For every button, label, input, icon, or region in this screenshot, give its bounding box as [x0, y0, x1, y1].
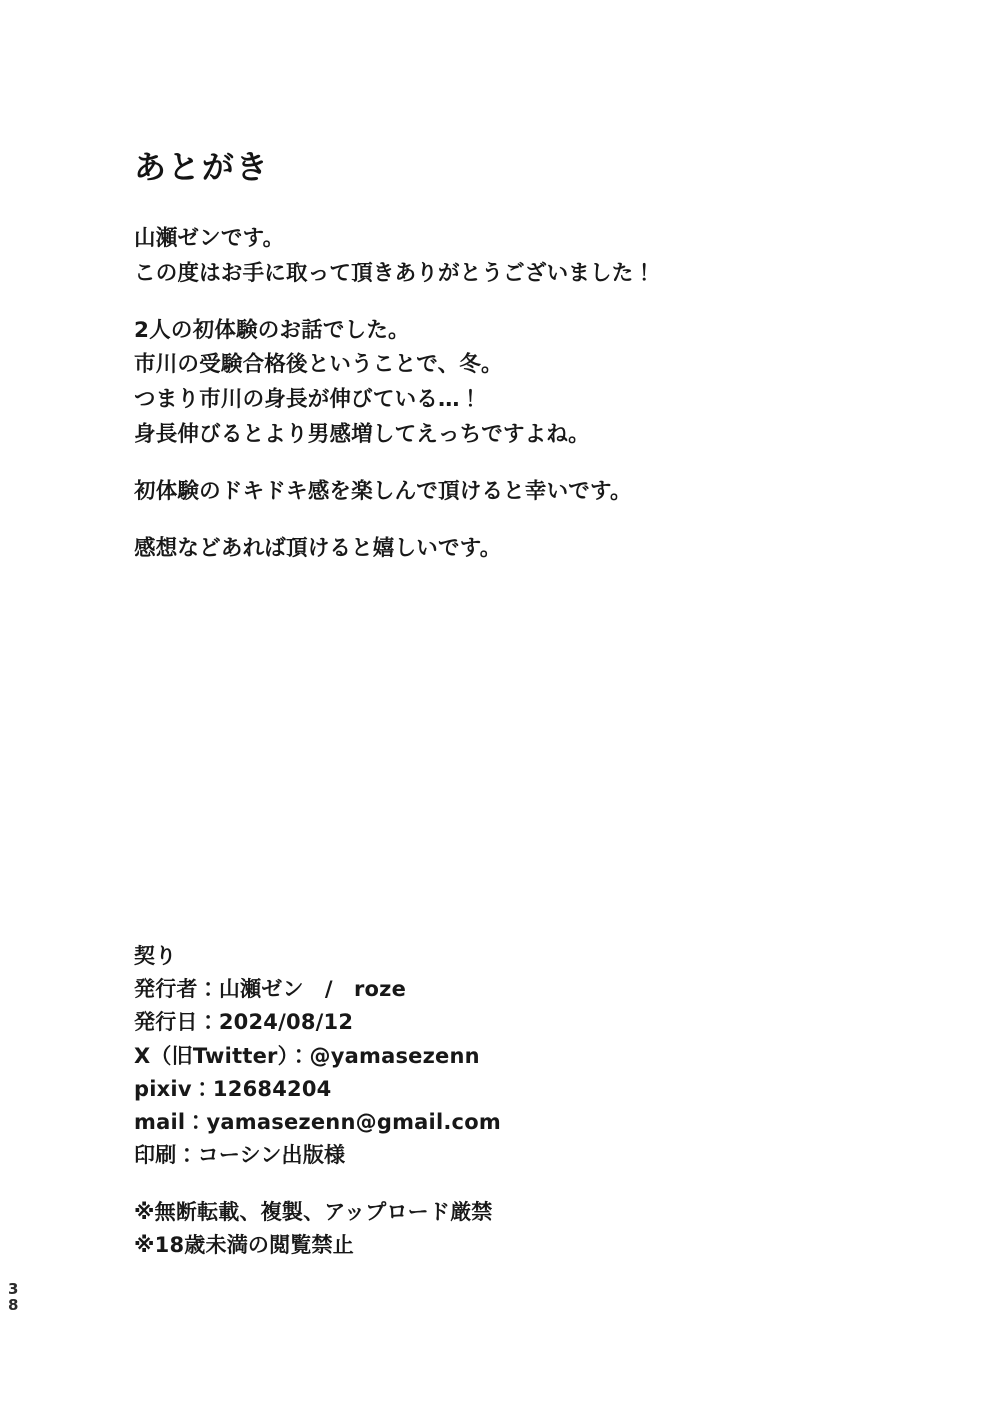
afterword-line: 身長伸びるとより男感増してえっちですよね。: [134, 422, 590, 448]
colophon-pixiv: pixiv：12684204: [134, 1076, 332, 1101]
notice-age-restriction: ※18歳未満の閲覧禁止: [134, 1233, 354, 1258]
colophon-notices: [134, 1196, 854, 1262]
colophon-printer: 印刷：コーシン出版様: [134, 1143, 346, 1168]
afterword-paragraph: [134, 222, 854, 292]
afterword-line: 感想などあれば頂けると嬉しいです。: [134, 535, 502, 561]
colophon-twitter: X（旧Twitter）：@yamasezenn: [134, 1043, 480, 1068]
afterword-line: 市川の受験合格後ということで、冬。: [134, 352, 503, 378]
afterword-line: 2人の初体験のお話でした。: [134, 317, 410, 343]
colophon-block: [134, 940, 854, 1263]
afterword-paragraph: [134, 475, 854, 510]
page-content: [134, 0, 894, 1412]
afterword-line: この度はお手に取って頂きありがとうございました！: [134, 260, 656, 286]
page-number-digit-2: 8: [8, 1295, 19, 1314]
colophon-publisher: 発行者：山瀬ゼン / roze: [134, 977, 407, 1002]
afterword-line: 初体験のドキドキ感を楽しんで頂けると幸いです。: [134, 478, 632, 504]
afterword-body: [134, 222, 854, 567]
afterword-paragraph: [134, 532, 854, 567]
colophon-mail: mail：yamasezenn@gmail.com: [134, 1109, 501, 1134]
colophon-publish-date: 発行日：2024/08/12: [134, 1010, 354, 1035]
page-number-digit-1: 3: [8, 1280, 19, 1298]
afterword-heading: あとがき: [134, 148, 270, 186]
afterword-line: つまり市川の身長が伸びている…！: [134, 387, 482, 413]
notice-no-reproduction: ※無断転載、複製、アップロード厳禁: [134, 1200, 493, 1225]
colophon-work-title: 契り: [134, 944, 177, 968]
afterword-line: 山瀬ゼンです。: [134, 226, 285, 251]
colophon-details: [134, 940, 854, 1172]
page-number: [8, 1282, 28, 1314]
afterword-paragraph: [134, 314, 854, 453]
